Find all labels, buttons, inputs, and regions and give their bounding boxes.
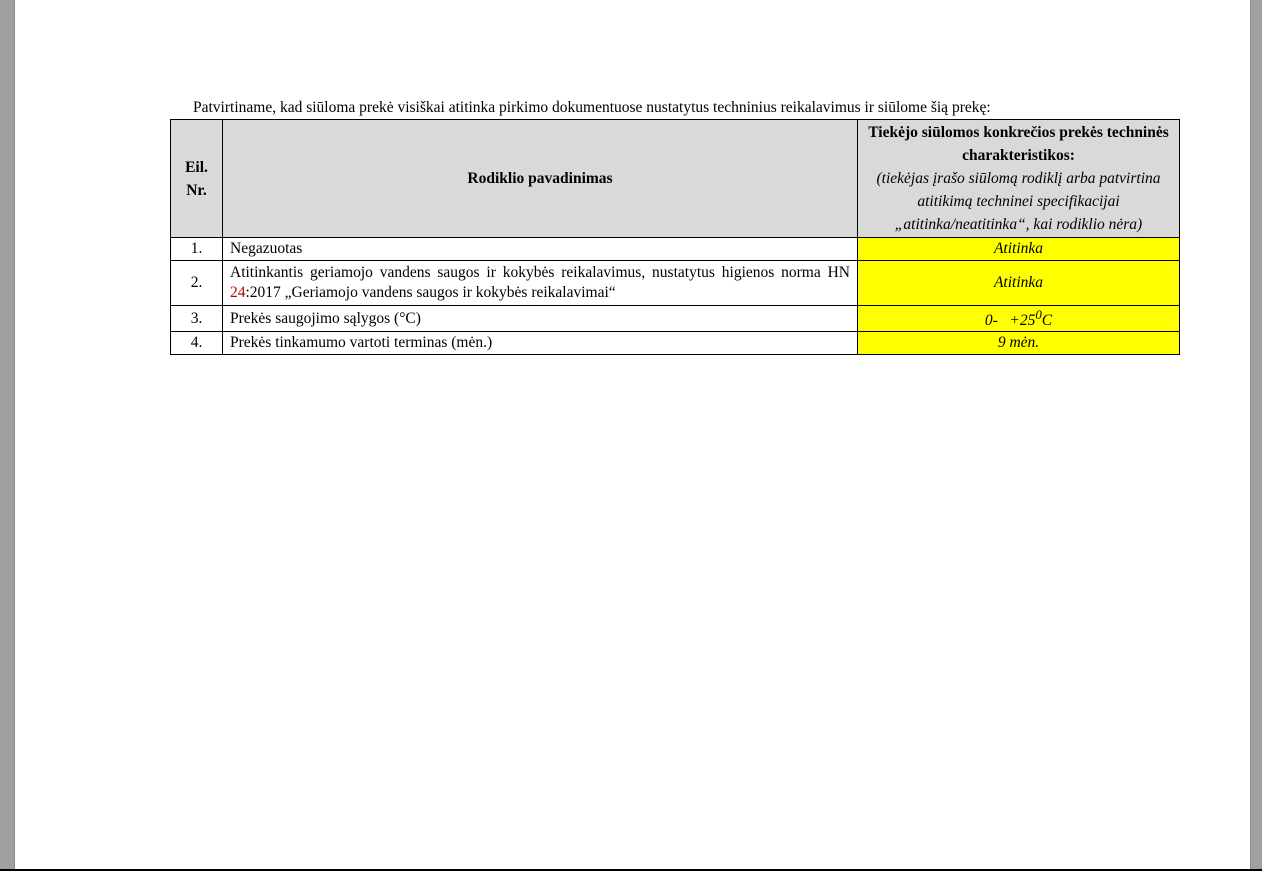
row-value: Atitinka xyxy=(858,261,1180,306)
row-value-unit: C xyxy=(1041,312,1053,330)
row-number: 2. xyxy=(171,261,223,306)
row-number: 4. xyxy=(171,332,223,355)
header-nr-line2: Nr. xyxy=(186,181,207,199)
table-row xyxy=(171,306,1180,332)
header-nr-line1: Eil. xyxy=(185,158,208,176)
table-row xyxy=(171,332,1180,355)
header-value xyxy=(858,120,1180,238)
row-name-part1: Atitinkantis geriamojo vandens saugos ir kokybės reikalavimus, nustatytus higienos norma HN xyxy=(230,264,850,281)
row-name xyxy=(223,261,858,306)
row-number: 1. xyxy=(171,238,223,261)
header-value-note: (tiekėjas įrašo siūlomą rodiklį arba patvirtina atitikimą techninei specifikacijai „atitinka/neatitinka“, kai rodiklio nėra) xyxy=(876,170,1161,233)
table-row xyxy=(171,238,1180,261)
header-value-title: Tiekėjo siūlomos konkrečios prekės techninės charakteristikos: xyxy=(868,124,1169,164)
row-value xyxy=(858,306,1180,332)
row-value-sup: 0 xyxy=(1035,307,1042,322)
intro-text: Patvirtiname, kad siūloma prekė visiškai atitinka pirkimo dokumentuose nustatytus techninius reikalavimus ir siūlome šią prekę: xyxy=(193,99,991,116)
row-name: Prekės saugojimo sąlygos (°C) xyxy=(223,306,858,332)
row-value: 9 mėn. xyxy=(858,332,1180,355)
header-nr xyxy=(171,120,223,238)
row-name-part2: :2017 „Geriamojo vandens saugos ir kokybės reikalavimai“ xyxy=(245,284,616,301)
table-row xyxy=(171,261,1180,306)
header-name: Rodiklio pavadinimas xyxy=(223,120,858,238)
document-page xyxy=(14,0,1251,869)
row-value: Atitinka xyxy=(858,238,1180,261)
spec-table xyxy=(170,119,1180,355)
row-name: Prekės tinkamumo vartoti terminas (mėn.) xyxy=(223,332,858,355)
row-name-highlight: 24 xyxy=(230,284,246,301)
table-header-row xyxy=(171,120,1180,238)
row-name: Negazuotas xyxy=(223,238,858,261)
row-number: 3. xyxy=(171,306,223,332)
row-value-main: 0- +25 xyxy=(984,312,1036,330)
